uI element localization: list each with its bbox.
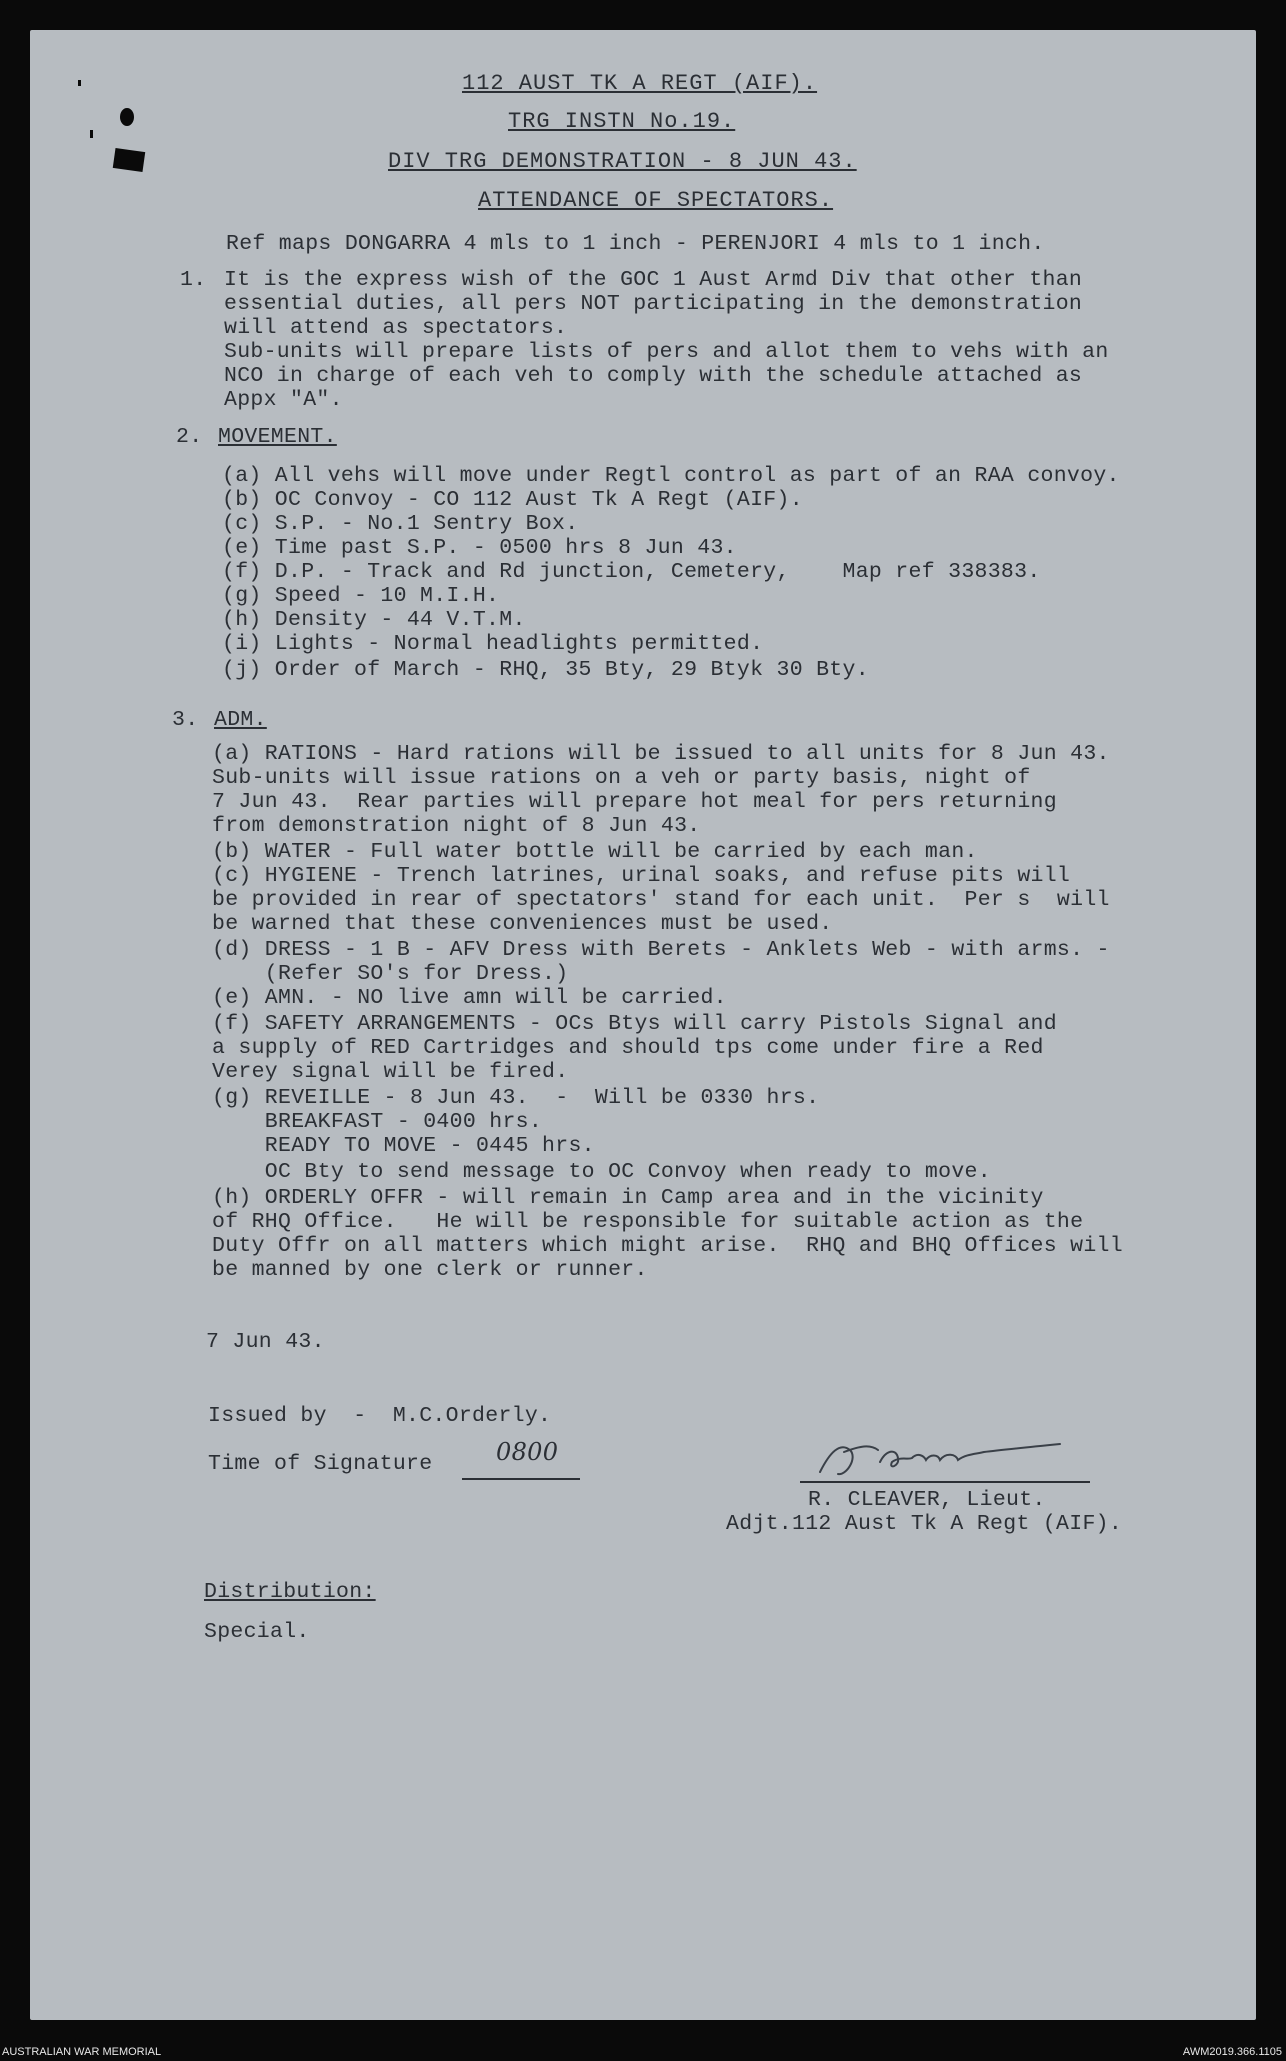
ref-maps: Ref maps DONGARRA 4 mls to 1 inch - PERENJORI 4 mls to 1 inch. — [226, 232, 1045, 256]
adm-line: 7 Jun 43. Rear parties will prepare hot meal for pers returning — [212, 790, 1057, 814]
para1-line: essential duties, all pers NOT participating in the demonstration — [224, 292, 1083, 316]
movement-item: (f) D.P. - Track and Rd junction, Cemetery, Map ref 338383. — [222, 560, 1041, 584]
para1-line: NCO in charge of each veh to comply with the schedule attached as — [224, 364, 1083, 388]
issued-by: Issued by - M.C.Orderly. — [208, 1404, 552, 1428]
adm-line: Sub-units will issue rations on a veh or party basis, night of — [212, 766, 1031, 790]
adm-line: READY TO MOVE - 0445 hrs. — [212, 1134, 595, 1158]
adm-line: (b) WATER - Full water bottle will be carried by each man. — [212, 840, 978, 864]
issue-date: 7 Jun 43. — [206, 1330, 325, 1354]
header-instruction: TRG INSTN No.19. — [508, 109, 736, 134]
adm-line: (f) SAFETY ARRANGEMENTS - OCs Btys will carry Pistols Signal and — [212, 1012, 1057, 1036]
para1-line: Sub-units will prepare lists of pers and allot them to vehs with an — [224, 340, 1109, 364]
header-demonstration: DIV TRG DEMONSTRATION - 8 JUN 43. — [388, 149, 857, 174]
footer-accession: AWM2019.366.1105 — [1182, 2046, 1282, 2058]
movement-item: (i) Lights - Normal headlights permitted. — [222, 632, 764, 656]
adm-line: Duty Offr on all matters which might arise. RHQ and BHQ Offices will — [212, 1234, 1123, 1258]
adm-line: be provided in rear of spectators' stand for each unit. Per s will — [212, 888, 1110, 912]
punch-hole — [78, 80, 81, 86]
para1-line: It is the express wish of the GOC 1 Aust Armd Div that other than — [224, 268, 1083, 292]
adm-line: (e) AMN. - NO live amn will be carried. — [212, 986, 727, 1010]
para2-number: 2. — [176, 425, 203, 449]
movement-item: (e) Time past S.P. - 0500 hrs 8 Jun 43. — [222, 536, 737, 560]
movement-item: (a) All vehs will move under Regtl control as part of an RAA convoy. — [222, 464, 1120, 488]
footer-credit: AUSTRALIAN WAR MEMORIAL — [2, 2046, 162, 2058]
adm-line: (h) ORDERLY OFFR - will remain in Camp area and in the vicinity — [212, 1186, 1044, 1210]
para3-title: ADM. — [214, 708, 267, 732]
para1-number: 1. — [180, 268, 207, 292]
adm-line: (Refer SO's for Dress.) — [212, 962, 569, 986]
signatory-name: R. CLEAVER, Lieut. — [808, 1488, 1046, 1512]
adm-line: (d) DRESS - 1 B - AFV Dress with Berets - Anklets Web - with arms. - — [212, 938, 1110, 962]
movement-item: (b) OC Convoy - CO 112 Aust Tk A Regt (AIF). — [222, 488, 803, 512]
handwritten-signature — [800, 1432, 1090, 1488]
movement-item: (h) Density - 44 V.T.M. — [222, 608, 526, 632]
adm-line: (g) REVEILLE - 8 Jun 43. - Will be 0330 hrs. — [212, 1086, 820, 1110]
header-attendance: ATTENDANCE OF SPECTATORS. — [478, 188, 834, 213]
time-of-signature-label: Time of Signature — [208, 1452, 433, 1476]
adm-line: be warned that these conveniences must be used. — [212, 912, 833, 936]
header-unit: 112 AUST TK A REGT (AIF). — [462, 71, 818, 96]
adm-line: (a) RATIONS - Hard rations will be issued to all units for 8 Jun 43. — [212, 742, 1110, 766]
adm-line: BREAKFAST - 0400 hrs. — [212, 1110, 543, 1134]
time-of-signature-value: 0800 — [496, 1438, 559, 1466]
adm-line: from demonstration night of 8 Jun 43. — [212, 814, 701, 838]
time-of-signature-underline — [462, 1478, 580, 1480]
movement-item: (j) Order of March - RHQ, 35 Bty, 29 Btyk 30 Bty. — [222, 658, 869, 682]
distribution-value: Special. — [204, 1620, 310, 1644]
punch-hole — [90, 130, 93, 138]
adm-line: of RHQ Office. He will be responsible for suitable action as the — [212, 1210, 1084, 1234]
punch-hole — [113, 148, 145, 172]
adm-line: Verey signal will be fired. — [212, 1060, 569, 1084]
para2-title: MOVEMENT. — [218, 425, 337, 449]
para1-line: Appx "A". — [224, 388, 343, 412]
adm-line: a supply of RED Cartridges and should tps come under fire a Red — [212, 1036, 1044, 1060]
para3-number: 3. — [172, 708, 199, 732]
distribution-label: Distribution: — [204, 1580, 376, 1604]
signatory-title: Adjt.112 Aust Tk A Regt (AIF). — [726, 1512, 1123, 1536]
para1-line: will attend as spectators. — [224, 316, 568, 340]
adm-line: (c) HYGIENE - Trench latrines, urinal soaks, and refuse pits will — [212, 864, 1071, 888]
movement-item: (c) S.P. - No.1 Sentry Box. — [222, 512, 579, 536]
movement-item: (g) Speed - 10 M.I.H. — [222, 584, 500, 608]
adm-line: OC Bty to send message to OC Convoy when ready to move. — [212, 1160, 991, 1184]
adm-line: be manned by one clerk or runner. — [212, 1258, 648, 1282]
punch-hole — [120, 108, 134, 126]
